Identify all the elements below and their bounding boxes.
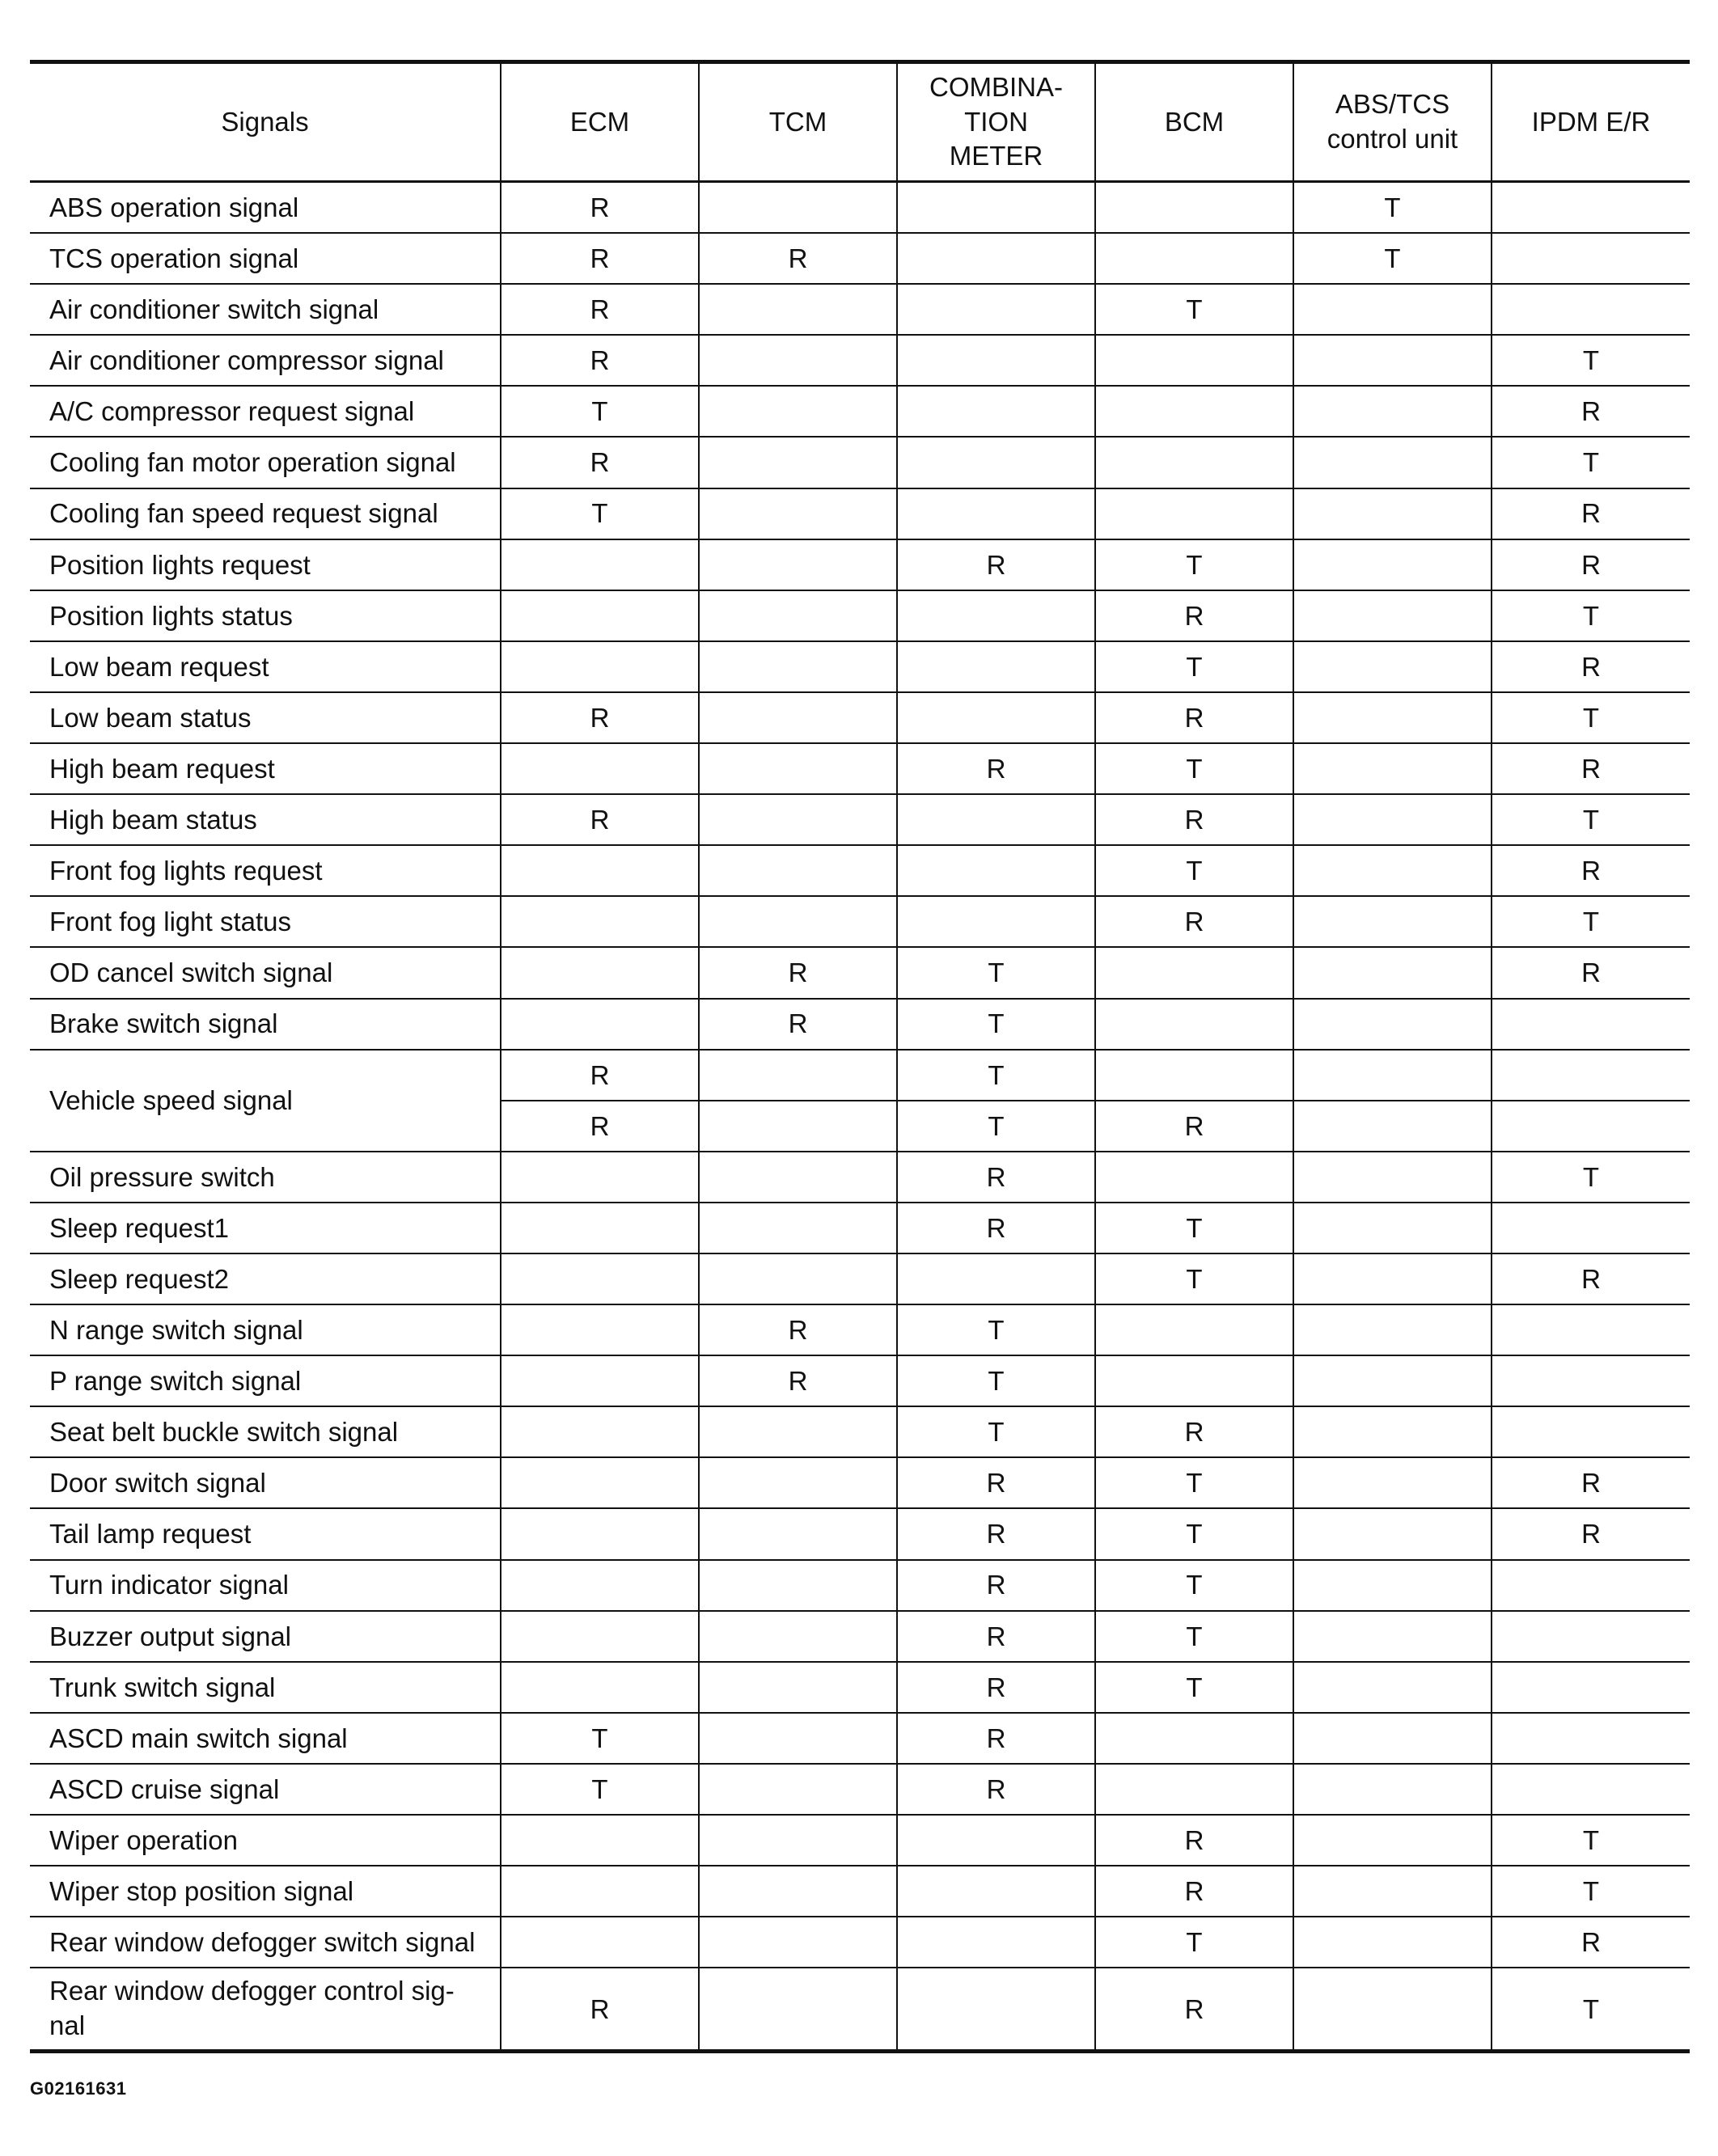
table-row bbox=[30, 1764, 1690, 1815]
signal-value-cell bbox=[1293, 1457, 1492, 1508]
signal-value-cell: T bbox=[501, 386, 699, 437]
table-row bbox=[30, 488, 1690, 539]
signal-value-cell: R bbox=[501, 1050, 699, 1101]
table-row bbox=[30, 1253, 1690, 1304]
signal-value-cell bbox=[501, 1866, 699, 1917]
signal-value-cell bbox=[897, 437, 1095, 488]
signal-value-cell bbox=[1095, 437, 1293, 488]
signal-value-cell bbox=[897, 896, 1095, 947]
table-row bbox=[30, 437, 1690, 488]
signal-value-cell: R bbox=[501, 1101, 699, 1152]
signal-value-cell bbox=[501, 1560, 699, 1611]
signal-value-cell bbox=[1095, 335, 1293, 386]
signal-value-cell bbox=[1293, 1968, 1492, 2052]
signal-value-cell: R bbox=[897, 1457, 1095, 1508]
signal-value-cell: T bbox=[1095, 1662, 1293, 1713]
signal-name-cell: Oil pressure switch bbox=[30, 1152, 501, 1203]
signal-value-cell bbox=[501, 1304, 699, 1355]
signal-value-cell bbox=[699, 437, 897, 488]
signal-value-cell: T bbox=[1293, 182, 1492, 234]
signal-value-cell: T bbox=[1492, 437, 1690, 488]
header-combination-meter: COMBINA- TION METER bbox=[897, 62, 1095, 182]
signal-value-cell: R bbox=[1492, 947, 1690, 998]
signal-name-cell: Seat belt buckle switch signal bbox=[30, 1406, 501, 1457]
signal-value-cell bbox=[1095, 386, 1293, 437]
signal-name-cell: High beam request bbox=[30, 743, 501, 794]
signal-value-cell bbox=[1492, 1560, 1690, 1611]
table-row bbox=[30, 1560, 1690, 1611]
signal-value-cell bbox=[501, 1355, 699, 1406]
signal-value-cell bbox=[699, 641, 897, 692]
signal-name-cell: Low beam request bbox=[30, 641, 501, 692]
table-row bbox=[30, 1815, 1690, 1866]
signal-value-cell bbox=[501, 1662, 699, 1713]
signal-value-cell: R bbox=[1095, 1406, 1293, 1457]
signal-name-cell: N range switch signal bbox=[30, 1304, 501, 1355]
signal-name-cell: Front fog lights request bbox=[30, 845, 501, 896]
signal-value-cell: R bbox=[699, 999, 897, 1050]
signal-name-cell: Air conditioner switch signal bbox=[30, 284, 501, 335]
can-communication-table-figure bbox=[30, 60, 1690, 2053]
signal-value-cell bbox=[501, 947, 699, 998]
signal-value-cell: R bbox=[699, 1355, 897, 1406]
signal-value-cell: R bbox=[1095, 794, 1293, 845]
signal-value-cell: R bbox=[501, 182, 699, 234]
signal-name-cell: Sleep request1 bbox=[30, 1203, 501, 1253]
signal-name-cell: TCS operation signal bbox=[30, 233, 501, 284]
signal-value-cell bbox=[1095, 1050, 1293, 1101]
signal-value-cell: R bbox=[897, 539, 1095, 590]
signal-value-cell: R bbox=[1095, 692, 1293, 743]
signal-value-cell: T bbox=[501, 1713, 699, 1764]
signal-value-cell bbox=[1293, 641, 1492, 692]
signal-value-cell: T bbox=[1095, 1457, 1293, 1508]
signal-value-cell: R bbox=[1492, 1508, 1690, 1559]
signal-name-cell: Wiper operation bbox=[30, 1815, 501, 1866]
signal-value-cell bbox=[699, 1611, 897, 1662]
signal-value-cell: R bbox=[1492, 539, 1690, 590]
signal-value-cell: T bbox=[897, 1304, 1095, 1355]
signal-value-cell bbox=[1095, 488, 1293, 539]
signal-value-cell bbox=[897, 488, 1095, 539]
signal-value-cell bbox=[501, 1152, 699, 1203]
signal-value-cell bbox=[501, 999, 699, 1050]
table-row bbox=[30, 1203, 1690, 1253]
signal-value-cell bbox=[1095, 1304, 1293, 1355]
signal-value-cell: T bbox=[897, 999, 1095, 1050]
signal-name-cell: Brake switch signal bbox=[30, 999, 501, 1050]
table-row bbox=[30, 641, 1690, 692]
signal-value-cell: T bbox=[897, 947, 1095, 998]
signal-value-cell bbox=[699, 488, 897, 539]
signal-value-cell: R bbox=[501, 284, 699, 335]
signal-value-cell: R bbox=[1095, 1866, 1293, 1917]
signal-name-cell: Cooling fan speed request signal bbox=[30, 488, 501, 539]
signal-name-cell: Buzzer output signal bbox=[30, 1611, 501, 1662]
signal-value-cell bbox=[501, 743, 699, 794]
signal-value-cell bbox=[1095, 182, 1293, 234]
signal-value-cell: R bbox=[897, 1611, 1095, 1662]
signal-value-cell bbox=[501, 1611, 699, 1662]
signal-value-cell bbox=[897, 1866, 1095, 1917]
signal-value-cell bbox=[501, 1203, 699, 1253]
signal-value-cell bbox=[1492, 1355, 1690, 1406]
signal-value-cell bbox=[897, 182, 1095, 234]
signal-value-cell: R bbox=[1492, 1917, 1690, 1968]
signal-name-cell: Wiper stop position signal bbox=[30, 1866, 501, 1917]
signal-value-cell bbox=[897, 1815, 1095, 1866]
signal-value-cell bbox=[1293, 335, 1492, 386]
signal-value-cell bbox=[897, 335, 1095, 386]
signal-value-cell: R bbox=[501, 692, 699, 743]
signal-value-cell bbox=[1095, 233, 1293, 284]
signal-value-cell bbox=[501, 590, 699, 641]
signal-value-cell: T bbox=[1095, 845, 1293, 896]
signal-name-cell: Cooling fan motor operation signal bbox=[30, 437, 501, 488]
table-row bbox=[30, 1968, 1690, 2052]
signal-value-cell: T bbox=[1492, 896, 1690, 947]
signal-value-cell bbox=[897, 794, 1095, 845]
signal-value-cell bbox=[1492, 1764, 1690, 1815]
signal-value-cell: R bbox=[897, 1508, 1095, 1559]
signal-value-cell: R bbox=[897, 1203, 1095, 1253]
signal-value-cell bbox=[1293, 794, 1492, 845]
signal-value-cell: R bbox=[1492, 488, 1690, 539]
signal-value-cell: T bbox=[897, 1101, 1095, 1152]
signal-value-cell bbox=[699, 692, 897, 743]
signal-value-cell bbox=[1293, 1764, 1492, 1815]
signal-value-cell bbox=[1492, 1713, 1690, 1764]
signal-value-cell: R bbox=[501, 794, 699, 845]
signal-value-cell bbox=[1293, 1152, 1492, 1203]
signal-value-cell bbox=[699, 386, 897, 437]
table-row bbox=[30, 1866, 1690, 1917]
signal-name-cell: A/C compressor request signal bbox=[30, 386, 501, 437]
signal-value-cell: R bbox=[699, 233, 897, 284]
signal-value-cell bbox=[699, 1406, 897, 1457]
signal-value-cell: T bbox=[1095, 1253, 1293, 1304]
signal-value-cell bbox=[699, 1866, 897, 1917]
signal-value-cell bbox=[1293, 1866, 1492, 1917]
signal-value-cell: T bbox=[1492, 1152, 1690, 1203]
signal-matrix-table bbox=[30, 60, 1690, 2053]
signal-value-cell bbox=[1095, 947, 1293, 998]
signal-value-cell bbox=[699, 284, 897, 335]
signal-value-cell bbox=[1492, 1406, 1690, 1457]
signal-value-cell bbox=[1293, 488, 1492, 539]
signal-value-cell bbox=[699, 1050, 897, 1101]
signal-value-cell bbox=[897, 641, 1095, 692]
signal-value-cell: T bbox=[501, 488, 699, 539]
signal-value-cell bbox=[897, 284, 1095, 335]
signal-name-cell: ABS operation signal bbox=[30, 182, 501, 234]
table-row bbox=[30, 743, 1690, 794]
table-header-row bbox=[30, 62, 1690, 182]
signal-value-cell bbox=[897, 590, 1095, 641]
table-row bbox=[30, 999, 1690, 1050]
signal-value-cell: T bbox=[1492, 692, 1690, 743]
signal-value-cell bbox=[1492, 999, 1690, 1050]
table-row bbox=[30, 1508, 1690, 1559]
signal-value-cell: R bbox=[699, 1304, 897, 1355]
signal-value-cell bbox=[1095, 1713, 1293, 1764]
signal-value-cell bbox=[1293, 1203, 1492, 1253]
signal-value-cell: T bbox=[1095, 284, 1293, 335]
signal-value-cell: R bbox=[1492, 1457, 1690, 1508]
table-row bbox=[30, 590, 1690, 641]
signal-value-cell bbox=[699, 1508, 897, 1559]
signal-name-cell: Front fog light status bbox=[30, 896, 501, 947]
signal-value-cell: R bbox=[501, 1968, 699, 2052]
signal-value-cell bbox=[699, 1101, 897, 1152]
signal-value-cell bbox=[1293, 999, 1492, 1050]
table-row bbox=[30, 1050, 1690, 1101]
signal-value-cell bbox=[897, 845, 1095, 896]
table-row bbox=[30, 182, 1690, 234]
signal-value-cell bbox=[1293, 590, 1492, 641]
signal-value-cell: R bbox=[1095, 1815, 1293, 1866]
table-body bbox=[30, 182, 1690, 2052]
signal-value-cell: R bbox=[1095, 1101, 1293, 1152]
header-ecm: ECM bbox=[501, 62, 699, 182]
signal-value-cell bbox=[1492, 1050, 1690, 1101]
signal-value-cell bbox=[1293, 1253, 1492, 1304]
signal-value-cell bbox=[1293, 1050, 1492, 1101]
signal-value-cell bbox=[699, 845, 897, 896]
signal-name-cell: High beam status bbox=[30, 794, 501, 845]
signal-value-cell: R bbox=[897, 1713, 1095, 1764]
signal-value-cell bbox=[699, 1764, 897, 1815]
signal-value-cell: T bbox=[1095, 1917, 1293, 1968]
table-row bbox=[30, 284, 1690, 335]
table-row bbox=[30, 1355, 1690, 1406]
signal-value-cell bbox=[501, 1457, 699, 1508]
signal-value-cell bbox=[699, 1713, 897, 1764]
signal-value-cell: T bbox=[1095, 539, 1293, 590]
signal-value-cell bbox=[1293, 1662, 1492, 1713]
figure-id: G02161631 bbox=[30, 2078, 127, 2099]
signal-value-cell bbox=[1293, 692, 1492, 743]
signal-name-cell: Turn indicator signal bbox=[30, 1560, 501, 1611]
signal-value-cell bbox=[699, 794, 897, 845]
table-row bbox=[30, 1304, 1690, 1355]
signal-value-cell: T bbox=[1095, 1203, 1293, 1253]
signal-value-cell bbox=[699, 335, 897, 386]
table-row bbox=[30, 539, 1690, 590]
signal-name-cell: Sleep request2 bbox=[30, 1253, 501, 1304]
signal-value-cell bbox=[1293, 1304, 1492, 1355]
header-abs-tcs-control-unit: ABS/TCS control unit bbox=[1293, 62, 1492, 182]
signal-value-cell bbox=[1293, 845, 1492, 896]
signal-value-cell bbox=[501, 896, 699, 947]
signal-value-cell bbox=[1492, 1203, 1690, 1253]
signal-value-cell bbox=[1492, 1101, 1690, 1152]
table-row bbox=[30, 335, 1690, 386]
signal-value-cell bbox=[1293, 1101, 1492, 1152]
signal-value-cell bbox=[699, 743, 897, 794]
signal-value-cell bbox=[1095, 999, 1293, 1050]
signal-value-cell: R bbox=[1492, 641, 1690, 692]
signal-name-cell: ASCD main switch signal bbox=[30, 1713, 501, 1764]
table-row bbox=[30, 1713, 1690, 1764]
signal-value-cell: R bbox=[897, 1560, 1095, 1611]
signal-value-cell: R bbox=[1492, 386, 1690, 437]
signal-value-cell: R bbox=[897, 1662, 1095, 1713]
signal-value-cell bbox=[699, 1917, 897, 1968]
signal-value-cell bbox=[1492, 182, 1690, 234]
signal-value-cell bbox=[1492, 1662, 1690, 1713]
signal-value-cell bbox=[501, 1253, 699, 1304]
signal-value-cell: T bbox=[1492, 335, 1690, 386]
table-row bbox=[30, 1406, 1690, 1457]
signal-name-cell: Door switch signal bbox=[30, 1457, 501, 1508]
table-row bbox=[30, 1662, 1690, 1713]
signal-value-cell: T bbox=[897, 1050, 1095, 1101]
signal-name-cell: Rear window defogger switch signal bbox=[30, 1917, 501, 1968]
signal-value-cell bbox=[897, 233, 1095, 284]
signal-value-cell: R bbox=[897, 743, 1095, 794]
signal-value-cell: R bbox=[1492, 743, 1690, 794]
signal-value-cell: T bbox=[1095, 641, 1293, 692]
signal-value-cell: R bbox=[897, 1764, 1095, 1815]
signal-value-cell: R bbox=[501, 437, 699, 488]
signal-value-cell bbox=[699, 182, 897, 234]
signal-value-cell bbox=[897, 1917, 1095, 1968]
signal-value-cell: T bbox=[1293, 233, 1492, 284]
signal-value-cell bbox=[699, 590, 897, 641]
signal-value-cell bbox=[501, 845, 699, 896]
signal-value-cell bbox=[1293, 539, 1492, 590]
signal-value-cell: R bbox=[1095, 896, 1293, 947]
signal-value-cell bbox=[897, 1253, 1095, 1304]
signal-name-cell: Air conditioner compressor signal bbox=[30, 335, 501, 386]
header-bcm: BCM bbox=[1095, 62, 1293, 182]
signal-value-cell bbox=[699, 1662, 897, 1713]
signal-value-cell: R bbox=[1095, 590, 1293, 641]
signal-value-cell: T bbox=[1492, 794, 1690, 845]
signal-value-cell bbox=[1293, 437, 1492, 488]
signal-name-cell: Trunk switch signal bbox=[30, 1662, 501, 1713]
signal-value-cell bbox=[501, 1815, 699, 1866]
signal-value-cell bbox=[1293, 284, 1492, 335]
signal-name-cell: Low beam status bbox=[30, 692, 501, 743]
signal-value-cell: T bbox=[1095, 1560, 1293, 1611]
table-row bbox=[30, 794, 1690, 845]
signal-value-cell: R bbox=[1492, 845, 1690, 896]
signal-value-cell: T bbox=[897, 1355, 1095, 1406]
signal-value-cell bbox=[699, 896, 897, 947]
signal-value-cell bbox=[1293, 1560, 1492, 1611]
table-row bbox=[30, 947, 1690, 998]
signal-value-cell bbox=[699, 1203, 897, 1253]
signal-name-cell: OD cancel switch signal bbox=[30, 947, 501, 998]
signal-value-cell: T bbox=[1492, 1866, 1690, 1917]
table-row bbox=[30, 1611, 1690, 1662]
signal-name-cell: Position lights request bbox=[30, 539, 501, 590]
signal-value-cell bbox=[897, 386, 1095, 437]
signal-value-cell bbox=[1293, 1406, 1492, 1457]
signal-name-cell: Vehicle speed signal bbox=[30, 1050, 501, 1152]
signal-value-cell bbox=[1293, 1917, 1492, 1968]
signal-value-cell bbox=[1095, 1355, 1293, 1406]
signal-value-cell bbox=[501, 1406, 699, 1457]
signal-value-cell bbox=[1293, 743, 1492, 794]
signal-value-cell bbox=[1492, 284, 1690, 335]
signal-value-cell bbox=[1095, 1764, 1293, 1815]
signal-value-cell bbox=[1492, 233, 1690, 284]
signal-value-cell: T bbox=[1095, 743, 1293, 794]
signal-value-cell bbox=[1492, 1611, 1690, 1662]
signal-value-cell: R bbox=[699, 947, 897, 998]
header-tcm: TCM bbox=[699, 62, 897, 182]
signal-value-cell: R bbox=[501, 233, 699, 284]
signal-value-cell bbox=[1492, 1304, 1690, 1355]
signal-value-cell bbox=[1293, 1355, 1492, 1406]
table-row bbox=[30, 386, 1690, 437]
signal-value-cell bbox=[501, 539, 699, 590]
signal-value-cell bbox=[1293, 1508, 1492, 1559]
signal-value-cell bbox=[1293, 947, 1492, 998]
table-row bbox=[30, 1917, 1690, 1968]
signal-value-cell: T bbox=[1095, 1611, 1293, 1662]
table-row bbox=[30, 1457, 1690, 1508]
signal-value-cell bbox=[1293, 896, 1492, 947]
signal-name-cell: Tail lamp request bbox=[30, 1508, 501, 1559]
signal-value-cell: T bbox=[1095, 1508, 1293, 1559]
header-signals: Signals bbox=[30, 62, 501, 182]
signal-value-cell bbox=[1095, 1152, 1293, 1203]
table-row bbox=[30, 896, 1690, 947]
signal-value-cell bbox=[1293, 386, 1492, 437]
signal-value-cell bbox=[1293, 1713, 1492, 1764]
table-row bbox=[30, 1152, 1690, 1203]
signal-value-cell: T bbox=[1492, 1815, 1690, 1866]
table-row bbox=[30, 692, 1690, 743]
signal-value-cell: T bbox=[897, 1406, 1095, 1457]
signal-value-cell: R bbox=[1095, 1968, 1293, 2052]
signal-value-cell bbox=[699, 1253, 897, 1304]
signal-value-cell: R bbox=[501, 335, 699, 386]
table-row bbox=[30, 845, 1690, 896]
signal-value-cell: T bbox=[501, 1764, 699, 1815]
signal-value-cell bbox=[501, 1917, 699, 1968]
signal-value-cell: R bbox=[1492, 1253, 1690, 1304]
signal-value-cell bbox=[897, 1968, 1095, 2052]
signal-value-cell bbox=[1293, 1815, 1492, 1866]
signal-value-cell: T bbox=[1492, 590, 1690, 641]
signal-value-cell bbox=[501, 1508, 699, 1559]
signal-name-cell: Position lights status bbox=[30, 590, 501, 641]
header-ipdm-er: IPDM E/R bbox=[1492, 62, 1690, 182]
signal-value-cell bbox=[699, 1968, 897, 2052]
signal-value-cell bbox=[699, 1457, 897, 1508]
signal-name-cell: ASCD cruise signal bbox=[30, 1764, 501, 1815]
signal-value-cell bbox=[699, 539, 897, 590]
signal-value-cell bbox=[1293, 1611, 1492, 1662]
signal-value-cell: T bbox=[1492, 1968, 1690, 2052]
signal-value-cell bbox=[699, 1152, 897, 1203]
signal-name-cell: Rear window defogger control sig- nal bbox=[30, 1968, 501, 2052]
signal-value-cell bbox=[699, 1560, 897, 1611]
signal-value-cell bbox=[897, 692, 1095, 743]
table-row bbox=[30, 233, 1690, 284]
signal-name-cell: P range switch signal bbox=[30, 1355, 501, 1406]
signal-value-cell: R bbox=[897, 1152, 1095, 1203]
signal-value-cell bbox=[501, 641, 699, 692]
signal-value-cell bbox=[699, 1815, 897, 1866]
